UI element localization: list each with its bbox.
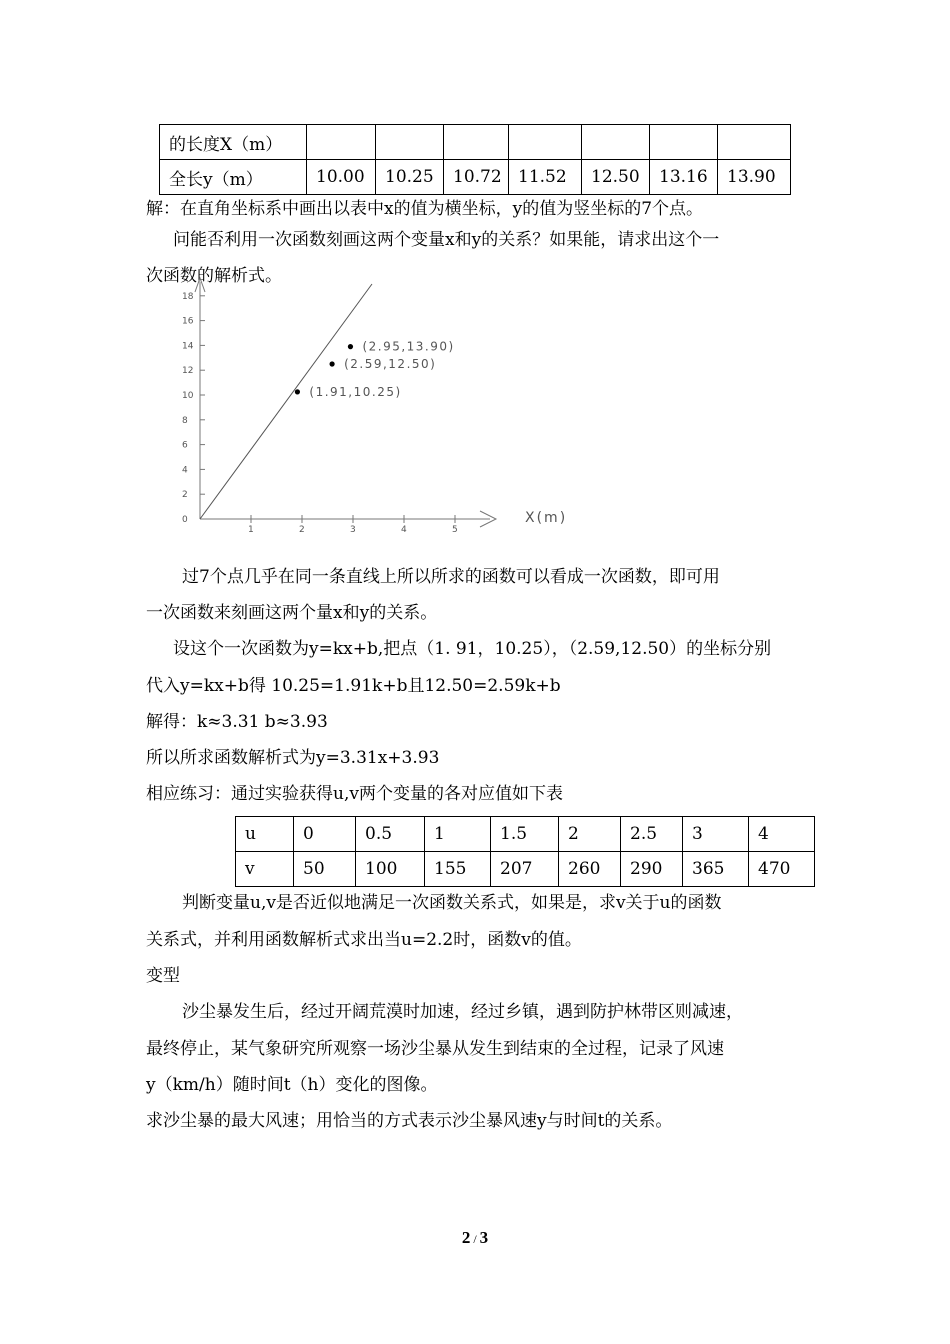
table-cell: 2: [559, 817, 621, 852]
question-line-1: 问能否利用一次函数刻画这两个变量x和y的关系？如果能，请求出这个一: [173, 230, 720, 250]
data-point-label: (2.59,12.50): [344, 357, 437, 371]
table-row: [236, 852, 815, 887]
table-cell: 155: [425, 852, 491, 887]
table-row: [160, 160, 791, 195]
x-tick-label: 3: [350, 525, 356, 535]
paragraph-2-line-2: 代入y=kx+b得 10.25=1.91k+b且12.50=2.59k+b: [146, 676, 561, 696]
y-tick-label: 2: [182, 490, 188, 501]
table-cell: 470: [749, 852, 815, 887]
y-tick-label: 4: [182, 465, 188, 476]
table-cell: 的长度X（m）: [160, 125, 307, 160]
table-cell: 全长y（m）: [160, 160, 307, 195]
table-cell: u: [236, 817, 294, 852]
table-cell: 13.90: [718, 160, 791, 195]
x-axis-label: X(m): [525, 510, 568, 526]
paragraph-9: 求沙尘暴的最大风速；用恰当的方式表示沙尘暴风速y与时间t的关系。: [146, 1111, 673, 1131]
solve-result: 解得：k≈3.31 b≈3.93: [146, 712, 328, 732]
current-page: 2: [461, 1228, 471, 1247]
data-point: [295, 389, 300, 394]
solution-text: 解：在直角坐标系中画出以表中x的值为横坐标，y的值为竖坐标的7个点。: [146, 199, 704, 219]
table-cell: 100: [356, 852, 425, 887]
x-tick-label: 2: [299, 525, 305, 535]
y-tick-label: 8: [182, 415, 188, 426]
table-cell: 10.00: [307, 160, 376, 195]
uv-table: [235, 816, 815, 887]
paragraph-8-line-3: y（km/h）随时间t（h）变化的图像。: [146, 1075, 438, 1095]
table-cell: 11.52: [509, 160, 582, 195]
y-tick-label: 12: [182, 366, 194, 377]
table-row: [236, 817, 815, 852]
x-tick-label: 4: [401, 525, 407, 535]
total-pages: 3: [479, 1228, 489, 1247]
y-tick-label: 10: [182, 391, 194, 401]
table-cell: 13.16: [650, 160, 718, 195]
table-cell: 260: [559, 852, 621, 887]
paragraph-1-line-1: 过7个点几乎在同一条直线上所以所求的函数可以看成一次函数，即可用: [182, 567, 720, 587]
x-tick-label: 1: [248, 525, 254, 535]
table-cell: [307, 125, 376, 160]
table-cell: [444, 125, 509, 160]
table-cell: 4: [749, 817, 815, 852]
table-cell: [509, 125, 582, 160]
data-point: [348, 344, 353, 349]
table-cell: [582, 125, 650, 160]
data-point-label: (2.95,13.90): [362, 339, 455, 354]
question-line-2: 次函数的解析式。: [146, 266, 282, 286]
table-cell: [376, 125, 444, 160]
exercise-intro: 相应练习：通过实验获得u,v两个变量的各对应值如下表: [146, 784, 563, 804]
variant-heading: 变型: [146, 966, 180, 986]
table-cell: 1: [425, 817, 491, 852]
scatter-chart: [160, 270, 580, 535]
table-cell: 0.5: [356, 817, 425, 852]
table-cell: [718, 125, 791, 160]
table-cell: 10.25: [376, 160, 444, 195]
table-cell: 207: [491, 852, 559, 887]
data-point: [329, 361, 334, 366]
table-cell: 365: [683, 852, 749, 887]
table-cell: 10.72: [444, 160, 509, 195]
y-tick-label: 6: [182, 440, 188, 451]
table-cell: 0: [294, 817, 356, 852]
table-cell: v: [236, 852, 294, 887]
table-cell: 50: [294, 852, 356, 887]
paragraph-6-line-2: 关系式，并利用函数解析式求出当u=2.2时，函数v的值。: [146, 930, 582, 950]
table-cell: 12.50: [582, 160, 650, 195]
table-cell: 2.5: [621, 817, 683, 852]
y-tick-label: 14: [182, 341, 194, 352]
data-point-label: (1.91,10.25): [309, 384, 402, 399]
page-number: 2 / 3: [461, 1228, 489, 1247]
paragraph-2-line-1: 设这个一次函数为y=kx+b,把点（1. 91，10.25），（2.59,12.50）的坐标分别: [173, 639, 772, 659]
table-cell: 3: [683, 817, 749, 852]
y-tick-label: 0: [182, 515, 188, 525]
table-row: [160, 125, 791, 160]
table-cell: [650, 125, 718, 160]
length-table: [159, 124, 791, 195]
x-tick-label: 5: [452, 525, 458, 535]
paragraph-8-line-2: 最终停止，某气象研究所观察一场沙尘暴从发生到结束的全过程，记录了风速: [146, 1039, 724, 1059]
y-tick-label: 18: [182, 291, 194, 302]
function-result: 所以所求函数解析式为y=3.31x+3.93: [146, 748, 440, 768]
y-tick-label: 16: [182, 316, 194, 327]
paragraph-6-line-1: 判断变量u,v是否近似地满足一次函数关系式，如果是，求v关于u的函数: [182, 893, 722, 913]
paragraph-1-line-2: 一次函数来刻画这两个量x和y的关系。: [146, 603, 438, 623]
table-cell: 290: [621, 852, 683, 887]
table-cell: 1.5: [491, 817, 559, 852]
paragraph-8-line-1: 沙尘暴发生后，经过开阔荒漠时加速，经过乡镇，遇到防护林带区则减速，: [182, 1002, 743, 1022]
trend-line: [200, 284, 372, 519]
